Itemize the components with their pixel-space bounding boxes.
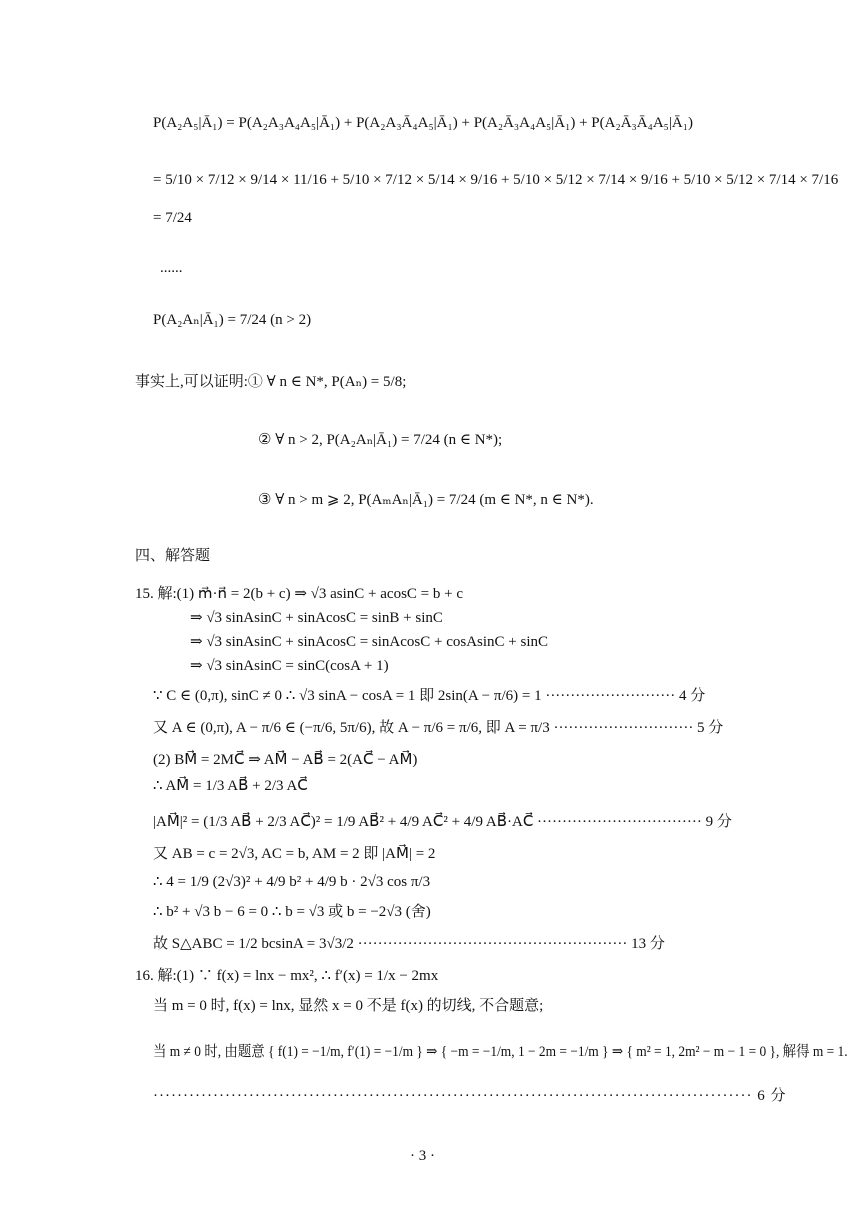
q15-line-5: ∵ C ∈ (0,π), sinC ≠ 0 ∴ √3 sinA − cosA = 1 即 2sin(A − π/6) = 1 ·························· 4 分 [153,688,706,704]
q15-line-10: 又 AB = c = 2√3, AC = b, AM = 2 即 |AM⃗| = 2 [153,846,436,862]
q16-line-1: 16. 解:(1) ∵ f(x) = lnx − mx², ∴ f′(x) = 1/x − 2mx [135,968,439,984]
q15-line-1: 15. 解:(1) m⃗·n⃗ = 2(b + c) ⇒ √3 asinC + acosC = b + c [135,586,464,602]
line-ellipsis: ...... [160,260,183,276]
q15-line-12: ∴ b² + √3 b − 6 = 0 ∴ b = √3 或 b = −2√3 (舍) [153,904,431,920]
q15-line-8: ∴ AM⃗ = 1/3 AB⃗ + 2/3 AC⃗ [153,778,308,794]
q16-line-3: 当 m ≠ 0 时, 由题意 { f(1) = −1/m, f′(1) = −1/m } ⇒ { −m = −1/m, 1 − 2m = −1/m } ⇒ { m² = 1, 2m² − m − 1 = 0 }, 解得 m = 1. [153,1044,848,1060]
q15-line-7: (2) BM⃗ = 2MC⃗ ⇒ AM⃗ − AB⃗ = 2(AC⃗ − AM⃗) [153,752,418,768]
line-proof-1: 事实上,可以证明:① ∀ n ∈ N*, P(Aₙ) = 5/8; [135,374,407,390]
q16-line-4: ···································································································· 6 分 [153,1088,787,1104]
line-proof-3: ③ ∀ n > m ⩾ 2, P(AₘAₙ|Ā₁) = 7/24 (m ∈ N*, n ∈ N*). [258,492,594,508]
q15-line-13: 故 S△ABC = 1/2 bcsinA = 3√3/2 ······················································ 13 分 [153,936,665,952]
line-p-a2an: P(A₂Aₙ|Ā₁) = 7/24 (n > 2) [153,312,312,328]
section-heading: 四、解答题 [135,548,211,564]
line-p-a2a5: P(A₂A₅|Ā₁) = P(A₂A₃A₄A₅|Ā₁) + P(A₂A₃Ā₄A₅|Ā₁) + P(A₂Ā₃A₄A₅|Ā₁) + P(A₂Ā₃Ā₄A₅|Ā₁) [153,115,693,131]
page-number: · 3 · [410,1148,435,1164]
q15-line-4: ⇒ √3 sinAsinC = sinC(cosA + 1) [190,658,389,674]
q15-line-2: ⇒ √3 sinAsinC + sinAcosC = sinB + sinC [190,610,443,626]
line-proof-2: ② ∀ n > 2, P(A₂Aₙ|Ā₁) = 7/24 (n ∈ N*); [258,432,503,448]
q15-line-9: |AM⃗|² = (1/3 AB⃗ + 2/3 AC⃗)² = 1/9 AB⃗² + 4/9 AC⃗² + 4/9 AB⃗·AC⃗ ································· 9 分 [153,814,732,830]
q15-line-11: ∴ 4 = 1/9 (2√3)² + 4/9 b² + 4/9 b · 2√3 cos π/3 [153,874,431,890]
line-sum-expansion: = 5/10 × 7/12 × 9/14 × 11/16 + 5/10 × 7/12 × 5/14 × 9/16 + 5/10 × 5/12 × 7/14 × 9/16 + 5/10 × 5/12 × 7/14 × 7/16 [153,172,839,188]
line-sum-result: = 7/24 [153,210,192,226]
q15-line-6: 又 A ∈ (0,π), A − π/6 ∈ (−π/6, 5π/6), 故 A − π/6 = π/6, 即 A = π/3 ···························· 5 分 [153,720,724,736]
q15-line-3: ⇒ √3 sinAsinC + sinAcosC = sinAcosC + cosAsinC + sinC [190,634,549,650]
q16-line-2: 当 m = 0 时, f(x) = lnx, 显然 x = 0 不是 f(x) 的切线, 不合题意; [153,998,544,1014]
